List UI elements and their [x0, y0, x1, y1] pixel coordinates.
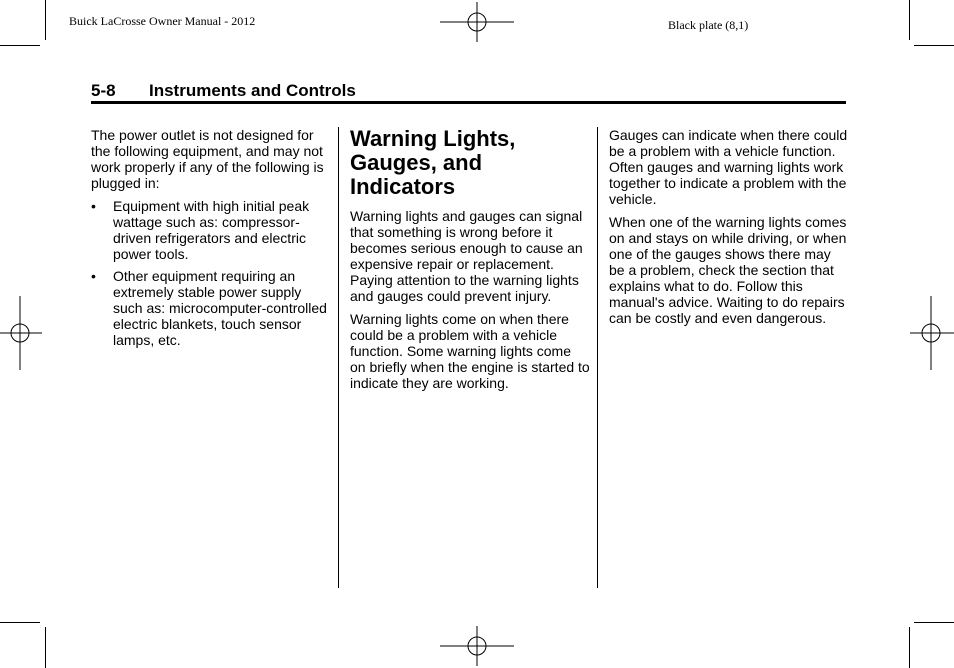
section-rule [91, 101, 846, 104]
registration-mark-top [440, 2, 516, 42]
article-title: Warning Lights, Gauges, and Indicators [350, 126, 516, 199]
crop-mark [914, 45, 954, 46]
column-divider [338, 127, 339, 588]
section-title: Instruments and Controls [149, 81, 356, 100]
registration-mark-left [0, 296, 42, 370]
list-item [91, 198, 331, 262]
paragraph: Gauges can indicate when there could be a problem with a vehicle function. Often gauges and warning lights work together to indicate a problem with the vehicle. [609, 127, 848, 207]
print-header-right: Black plate (8,1) [668, 18, 749, 32]
crop-mark [45, 0, 46, 40]
registration-mark-bottom [440, 626, 516, 666]
equipment-list [91, 198, 331, 348]
list-item-text: Other equipment requiring an extremely stable power supply such as: microcomputer-controlled electric blankets, touch sensor lamps, etc. [113, 268, 327, 348]
column-1 [91, 127, 331, 354]
column-3 [609, 127, 849, 333]
crop-mark [45, 627, 46, 668]
bullet-icon: • [91, 268, 96, 284]
bullet-icon: • [91, 198, 96, 214]
crop-mark [909, 0, 910, 40]
paragraph: When one of the warning lights comes on and stays on while driving, or when one of the gauges shows there may be a problem, check the section that explains what to do. Follow this manual's advice. Waiting to do repairs can be costly and even dangerous. [609, 214, 847, 326]
crop-mark [0, 622, 40, 623]
crop-mark [909, 627, 910, 668]
column-divider [597, 127, 598, 588]
crop-mark [0, 45, 40, 46]
list-item-text: Equipment with high initial peak wattage such as: compressor-driven refrigerators and electric power tools. [113, 198, 310, 262]
print-header-left: Buick LaCrosse Owner Manual - 2012 [69, 14, 256, 28]
paragraph: Warning lights come on when there could be a problem with a vehicle function. Some warning lights come on briefly when the engine is started to indicate they are working. [350, 311, 590, 391]
list-item [91, 268, 331, 348]
paragraph: Warning lights and gauges can signal that something is wrong before it becomes serious enough to cause an expensive repair or replacement. Paying attention to the warning lights and gauges could prevent injury. [350, 208, 583, 304]
registration-mark-right [910, 296, 954, 370]
page-number: 5-8 [91, 81, 116, 100]
column-2 [350, 127, 590, 398]
crop-mark [914, 622, 954, 623]
intro-paragraph: The power outlet is not designed for the following equipment, and may not work properly if any of the following is plugged in: [91, 127, 324, 191]
